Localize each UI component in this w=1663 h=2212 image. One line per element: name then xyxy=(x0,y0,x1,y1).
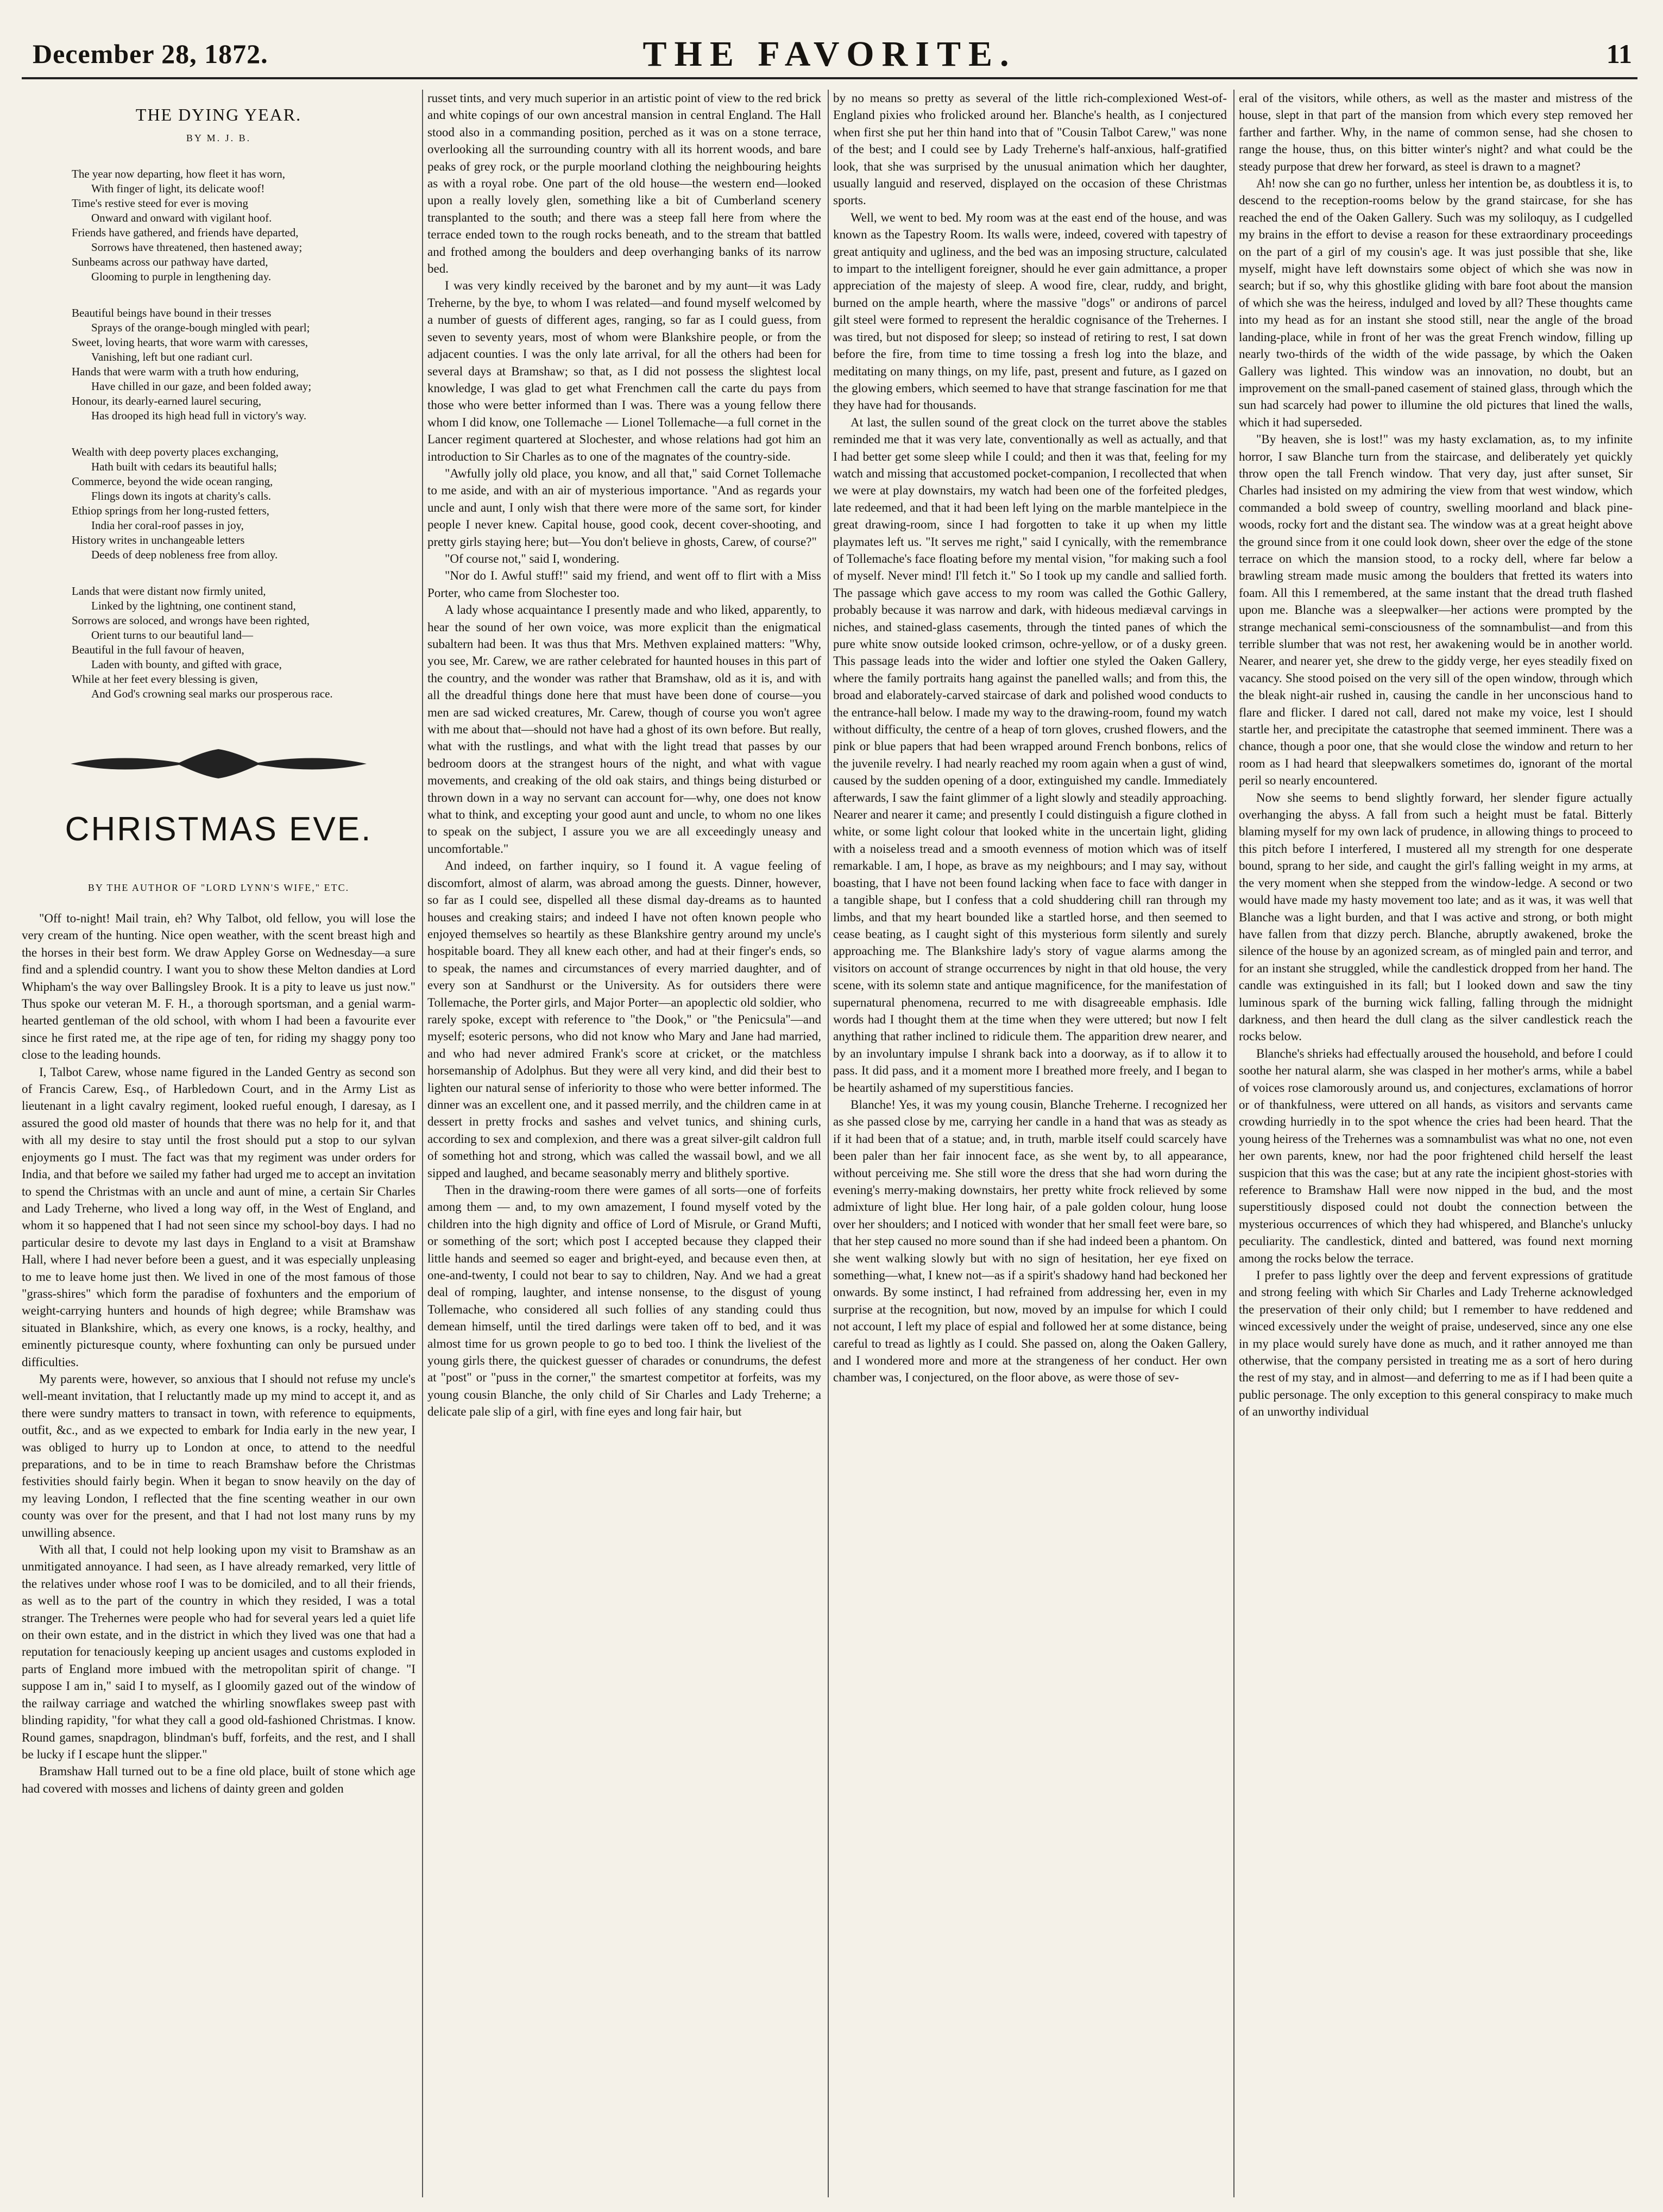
article-paragraph: eral of the visitors, while others, as well as the master and mistress of the house, slept in that part of the mansion from which every step removed her farther and farther. Why, in the name of common sense, had she chosen to range the house, thus, on this bitter winter's night? and what could be the steady purpose that drew her forward, as steel is drawn to a magnet? xyxy=(1239,91,1633,173)
column-divider xyxy=(828,90,829,2197)
poem-line: Hands that were warm with a truth how enduring, xyxy=(72,365,299,378)
article-paragraph: With all that, I could not help looking upon my visit to Bramshaw as an unmitigated annoyance. I had seen, as I have already remarked, very little of the relatives under whose roof I was to be domiciled, and to all their friends, as well as to the part of the country in which they resided, I was a total stranger. The Trehernes were people who had for several years led a quiet life on their own estate, and in the district in which they lived was one that had a reputation for tenaciously keeping up ancient usages and customs exploded in parts of England more imbued with the metropolitan spirit of change. "I suppose I am in," said I to myself, as I gloomily gazed out of the window of the railway carriage and watched the whirling snowflakes sweep past with blinding rapidity, "for what they call a good old-fashioned Christmas. I know. Round games, snapdragon, blindman's buff, forfeits, and the rest, and I shall be lucky if I escape hunt the slipper." xyxy=(22,1543,415,1761)
poem-line: Beautiful in the full favour of heaven, xyxy=(72,643,244,656)
article-paragraph: russet tints, and very much superior in an artistic point of view to the red brick and white copings of our own ancestral mansion in central England. The Hall stood also in a commanding position, perched as it was on a stone terrace, overlooking all the surrounding country with all its horrent woods, and bare peaks of grey rock, or the purple moorland clothing the neighbouring heights as with a royal robe. One part of the old house—the western end—looked upon a really lovely glen, something like a bit of Cumberland scenery transplanted to the south; and there was a steep fall here from where the terrace ended town to the rough rocks beneath, and to the stream that battled and frothed among the boulders and deep overhanging banks of its narrow bed. xyxy=(427,91,821,276)
column-1-text xyxy=(22,910,415,1797)
article-paragraph: Blanche! Yes, it was my young cousin, Blanche Treherne. I recognized her as she passed close by me, carrying her candle in a hand that was as steady as if it had been that of a statue; and, in truth, marble itself could scarcely have been paler than her fair innocent face, as she went by, to all appearance, without perceiving me. She still wore the dress that she had worn during the evening's merry-making downstairs, her pretty white frock relieved by some admixture of light blue. Her long hair, of a pale golden colour, hung loose over her shoulders; and I noticed with wonder that her small feet were bare, so that her step caused no more sound than if she had indeed been a phantom. On she went walking slowly but with no sign of hesitation, her eye fixed on something—what, I knew not—as if a spirit's shadowy hand had beckoned her onwards. By some instinct, I had refrained from addressing her, even in my surprise at the recognition, but now, moved by an impulse for which I could not account, I left my place of espial and followed her at some distance, being careful to tread as lightly as I could. She passed on, along the Oaken Gallery, and I wondered more and more at the strangeness of her conduct. Her own chamber was, I conjectured, on the floor above, as were those of sev- xyxy=(833,1097,1227,1385)
poem-line: Wealth with deep poverty places exchanging, xyxy=(72,445,279,458)
poem-line: Sprays of the orange-bough mingled with pearl; xyxy=(91,321,310,334)
poem-stanza xyxy=(72,445,415,562)
header-rule xyxy=(22,77,1637,79)
column-2-text xyxy=(427,90,821,1421)
ornament-divider xyxy=(22,723,415,805)
column-4 xyxy=(1239,90,1633,2197)
article-paragraph: And indeed, on farther inquiry, so I found it. A vague feeling of discomfort, almost of alarm, was abroad among the guests. Dinner, however, so far as I could see, dispelled all these dismal day-dreams as to haunted houses and creaking stairs; and indeed I have not often known people who enjoyed themselves so heartily as these Blankshire gentry around my uncle's hospitable board. They all knew each other, and had at their finger's ends, so to speak, the names and circumstances of every married daughter, and of every son at Sandhurst or the University. As for outsiders there were Tollemache, the Porter girls, and Major Porter—an apoplectic old soldier, who rarely spoke, except with reference to "the Dook," or "the Penicsula"—and myself; esoteric persons, who did not know who Mary and Jane had married, and who had never admired Frank's score at cricket, or the matchless horsemanship of Adolphus. But they were all very kind, and did their best to lighten our natural sense of inferiority to those who were better informed. The dinner was an excellent one, and it passed merrily, and the children came in at dessert in pretty frocks and sashes and velvet tunics, and shining curls, according to sex and complexion, and there was a great silver-gilt caldron full of something hot and strong, which was called the wassail bowl, and we all sipped and laughed, and became seasonably merry and blithely sportive. xyxy=(427,859,821,1180)
issue-date: December 28, 1872. xyxy=(33,39,268,69)
poem-stanza xyxy=(72,167,415,284)
poem-line: The year now departing, how fleet it has worn, xyxy=(72,167,286,180)
article-paragraph: Now she seems to bend slightly forward, her slender figure actually overhanging the abyss. A fall from such a height must be fatal. Bitterly blaming myself for my own lack of prudence, in allowing things to proceed to this pitch before I interfered, I mustered all my strength for one desperate bound, sprang to her side, and caught the girl's falling weight in my arms, at the very moment when she stepped from the window-ledge. A second or two would have made my hasty movement too late; and as it was, it was well that Blanche was a light burden, and that I was active and strong, or both might have fallen from that dizzy perch. Blanche, abruptly awakened, broke the silence of the house by an agonized scream, as of mingled pain and terror, and for an instant she struggled, while the candlestick dropped from her hand. The candle was extinguished in its fall; but I looked down and saw the tiny luminous spark of the burning wick falling, falling through the midnight darkness, and then heard the dull clang as the silver candlestick reach the rocks below. xyxy=(1239,790,1633,1044)
article-paragraph: Bramshaw Hall turned out to be a fine old place, built of stone which age had covered with mosses and lichens of dainty green and golden xyxy=(22,1764,415,1795)
column-3-text xyxy=(833,90,1227,1386)
poem-line: Glooming to purple in lengthening day. xyxy=(91,270,272,283)
poem-line: Sunbeams across our pathway have darted, xyxy=(72,255,268,268)
column-2 xyxy=(427,90,821,2197)
poem-stanza xyxy=(72,584,415,701)
column-4-text xyxy=(1239,90,1633,1421)
poem-line: Sorrows are soloced, and wrongs have been righted, xyxy=(72,614,310,627)
column-1 xyxy=(22,90,415,2197)
poem-line: Have chilled in our gaze, and been folded away; xyxy=(91,380,312,393)
article-paragraph: I, Talbot Carew, whose name figured in the Landed Gentry as second son of Francis Carew, Esq., of Harbledown Court, and in the Army List as lieutenant in a light cavalry regiment, looked rueful enough, I daresay, as I assured the good old master of hounds that there was no help for it, and that with all my desire to stay until the frost should put a stop to our sylvan enjoyments go I must. The fact was that my regiment was under orders for India, and that before we sailed my father had urged me to accept an invitation to spend the Christmas with an uncle and aunt of mine, a certain Sir Charles and Lady Treherne, who lived a long way off, in the West of England, and whom it so happened that I had not seen since my school-boy days. I had no particular desire to devote my last days in England to a visit at Bramshaw Hall, where I had never before been a guest, and it was especially unpleasing to me to leave home just then. We lived in one of the most famous of those "grass-shires" which form the paradise of foxhunters and the emporium of weight-carrying hunters and hounds of high degree; while Bramshaw was situated in Blankshire, which, as every one knows, is a rocky, healthy, and eminently picturesque county, where foxhunting can only be pursued under difficulties. xyxy=(22,1065,415,1369)
article-paragraph: At last, the sullen sound of the great clock on the turret above the stables reminded me that it was very late, conventionally as well as actually, and that I had better get some sleep while I could; and then it was that, feeling for my watch and missing that accustomed pocket-companion, I recollected that when we were at play downstairs, my watch had been one of the forfeited pledges, late redeemed, and that it had been left lying on the marble mantelpiece in the great drawing-room, since I had forgotten to take it up when my little playmates left us. "It serves me right," said I cynically, with the remembrance of Tollemache's face floating before my mental vision, "for making such a fool of myself. Never mind! I'll fetch it." So I took up my candle and sallied forth. The passage which gave access to my room was called the Gothic Gallery, probably because it was narrow and dark, with hideous mediæval carvings in niches, and stained-glass casements, through the tinted panes of which the pure white snow outside looked crimson, ochre-yellow, or of a dusky green. This passage leads into the wider and loftier one styled the Oaken Gallery, where the family portraits hang against the panelled walls; and from this, the broad and elaborately-carved staircase of dark and polished wood conducts to the entrance-hall below. I made my way to the drawing-room, found my watch without difficulty, the centre of a heap of torn gloves, crushed flowers, and the pink or blue papers that had been wrapped around French bonbons, relics of the juvenile revelry. I had nearly reached my room again when a gust of wind, caused by the sudden opening of a door, extinguished my candle. Immediately afterwards, I saw the faint glimmer of a light slowly and steadily approaching. Nearer and nearer it came; and presently I could distinguish a figure clothed in white, or some light colour that looked white in the uncertain light, gliding with a noiseless tread and a smooth evenness of motion which was of itself remarkable. I am, I hope, as brave as my neighbours; and I may say, without boasting, that I have not been found lacking when face to face with danger in a tangible shape, but I confess that a cold shuddering chill ran through my limbs, and that my heart bounded like a startled horse, and then seemed to cease beating, as I caught sight of this mysterious form silently and surely approaching me. The Blankshire lady's story of vague alarms among the visitors on account of strange occurrences by night in that old house, the very scene, with its solemn state and antique magnificence, for the manifestation of supernatural phenomena, recurred to me with disagreeable emphasis. Idle words had I thought them at the time when they were uttered; but now I felt anything that rather inclined to ridicule them. The apparition drew nearer, and by an involuntary impulse I shrank back into a doorway, as if to allow it to pass. It did pass, and it a moment more I breathed more freely, and I began to be heartily ashamed of my superstitious fancies. xyxy=(833,415,1227,1095)
poem-line: Deeds of deep nobleness free from alloy. xyxy=(91,548,278,561)
page-number: 11 xyxy=(1606,39,1632,69)
column-divider xyxy=(1233,90,1234,2197)
poem-line: Has drooped its high head full in victory's way. xyxy=(91,409,307,422)
article-paragraph: by no means so pretty as several of the little rich-complexioned West-of-England pixies who frolicked around her. Blanche's health, as I conjectured when first she put her thin hand into that of "Cousin Talbot Carew," was none of the best; and I could see by Lady Treherne's half-anxious, half-gratified look, that she was surprised by the unusual animation which her daughter, usually languid and reserved, displayed on the occasion of these Christmas sports. xyxy=(833,91,1227,208)
article-paragraph: Blanche's shrieks had effectually aroused the household, and before I could soothe her natural alarm, she was clasped in her mother's arms, while a babel of voices rose clamorously around us, and conjectures, exclamations of horror or of thankfulness, were uttered on all hands, as visitors and servants came crowding hurriedly in to the spot whence the cries had been heard. That the young heiress of the Trehernes was a somnambulist was what no one, not even her own parents, knew, nor had the poor frightened child herself the least suspicion that this was the case; but at any rate the incipient ghost-stories with reference to Bramshaw Hall were now nipped in the bud, and the most superstitiously disposed could not doubt the connection between the mysterious occurrences of which they had whispered, and Blanche's unlucky peculiarity. The candlestick, dinted and battered, was found next morning among the rocks below the terrace. xyxy=(1239,1046,1633,1265)
poem-line: Orient turns to our beautiful land— xyxy=(91,629,254,642)
article-paragraph: I was very kindly received by the baronet and by my aunt—it was Lady Treherne, by the bye, to whom I was related—and found myself welcomed by a number of guests of different ages, ranging, so far as I could guess, from seven to seventy years, most of whom were Blankshire people, or from the adjacent counties. I was the only late arrival, for all the others had been for several days at Bramshaw; so that, as I did not possess the slightest local knowledge, I was glad to get what Frenchmen call the carte du pays from those who were better informed than I was. There was a young fellow there whom I did know, one Tollemache — Lionel Tollemache—a full cornet in the Lancer regiment quartered at Slochester, and whose relations had got him an introduction to Sir Charles as to one of the magnates of the country-side. xyxy=(427,279,821,463)
poem-body xyxy=(22,167,415,701)
poem-author: BY M. J. B. xyxy=(186,133,251,143)
column-divider xyxy=(422,90,423,2197)
poem-line: Onward and onward with vigilant hoof. xyxy=(91,211,272,224)
article-paragraph: "Awfully jolly old place, you know, and all that," said Cornet Tollemache to me aside, and with an air of mysterious importance. "And as regards your uncle and aunt, I only wish that there were more of the same sort, for kinder people I never knew. Capital house, good cook, decent cover-shooting, and pretty girls staying here; but—You don't believe in ghosts, Carew, of course?" xyxy=(427,466,821,549)
newspaper-title: THE FAVORITE. xyxy=(642,34,1017,74)
article-paragraph: Then in the drawing-room there were games of all sorts—one of forfeits among them — and, to my own amazement, I found myself voted by the children into the high dignity and office of Lord of Misrule, or Grand Mufti, or something of the sort; which post I accepted because they clapped their little hands and seemed so eager and bright-eyed, and because even then, at one-and-twenty, I could not bear to say to children, Nay. And we had a great deal of romping, laughter, and intense nonsense, to the disgust of young Tollemache, who considered all such follies of any standing could thus demean himself, until the tired darlings were taken off to bed, and it was almost time for us grown people to go to bed too. I think the liveliest of the young girls there, the quickest guesser of charades or conundrums, the defest at "post" or "puss in the corner," the smartest competitor at forfeits, was my young cousin Blanche, the only child of Sir Charles and Lady Treherne; a delicate pale slip of a girl, with fine eyes and long fair hair, but xyxy=(427,1183,821,1419)
article-paragraph: "Nor do I. Awful stuff!" said my friend, and went off to flirt with a Miss Porter, who came from Slochester too. xyxy=(427,569,821,600)
poem-title: THE DYING YEAR. xyxy=(135,105,302,124)
poem-line: And God's crowning seal marks our prosperous race. xyxy=(91,687,333,700)
article-paragraph: "By heaven, she is lost!" was my hasty exclamation, as, to my infinite horror, I saw Blanche turn from the staircase, and deliberately yet quickly throw open the tall French window. That very day, just after sunset, Sir Charles had insisted on my admiring the view from that west window, which commanded a bold sweep of country, swelling moorland and black pine-woods, rocky fort and the distant sea. The window was at a great height above the ground since from it one could look down, sheer over the edge of the stone terrace on which the mansion stood, to a rocky dell, where far below a brawling stream made music among the boulders that fretted its waters into foam. All this I remembered, at the same instant that the dread truth flashed upon me. Blanche was a sleepwalker—her actions were prompted by the strange mechanical semi-consciousness of the somnambulist—and from this terrible slumber that was not rest, her awakening would be in another world. Nearer, and nearer yet, she drew to the giddy verge, her eyes steadily fixed on vacancy. She stood poised on the very sill of the open window, through which the bleak night-air rushed in, causing the candle in her unconscious hand to flare and flicker. I dared not call, dared not make my voice, lest I should startle her, and precipitate the catastrophe that seemed imminent. There was a chance, though a poor one, that she would close the window and return to her room as I had heard that sleepwalkers sometimes do, ignorant of the mortal peril so nearly encountered. xyxy=(1239,432,1633,788)
poem-line: Ethiop springs from her long-rusted fetters, xyxy=(72,504,269,517)
poem-line: Honour, its dearly-earned laurel securing, xyxy=(72,394,262,407)
poem-line: Linked by the lightning, one continent stand, xyxy=(91,599,296,612)
poem-line: Laden with bounty, and gifted with grace, xyxy=(91,658,282,671)
article-paragraph: My parents were, however, so anxious that I should not refuse my uncle's well-meant invitation, that I reluctantly made up my mind to accept it, and as there were sundry matters to transact in town, with reference to equipments, outfit, &c., and as we expected to embark for India early in the new year, I was obliged to hurry up to London at once, to attend to the needful preparations, and to be in time to reach Bramshaw before the Christmas festivities should fairly begin. When it began to snow heavily on the day of my leaving London, I reflected that the fine scenting weather in our own county was over for the present, and that I had not lost many runs by my unwilling absence. xyxy=(22,1372,415,1539)
article-paragraph: Ah! now she can go no further, unless her intention be, as doubtless it is, to descend to the reception-rooms below by the grand staircase, for she has reached the end of the Oaken Gallery. Such was my soliloquy, as I cudgelled my brains in the effort to devise a reason for these extraordinary proceedings on the part of a girl of my cousin's age. It was just possible that she, like myself, might have left downstairs some object of which she was now in search; but if so, why this ghostlike gliding with bare foot about the mansion of which she was the heiress, indulged and loved by all? These thoughts came into my head as for an instant she stood still, near the angle of the broad landing-place, while in front of her was the great French window, filling up nearly two-thirds of the width of the wide passage, by which the Oaken Gallery was lighted. This window was an innovation, no doubt, but an improvement on the small-paned casement of stained glass, through which the sun had scarcely had power to illumine the old pictures that lined the walls, which it had superseded. xyxy=(1239,177,1633,429)
poem-line: History writes in unchangeable letters xyxy=(72,533,245,546)
poem-line: Sweet, loving hearts, that wore warm with caresses, xyxy=(72,336,308,349)
poem-line: Hath built with cedars its beautiful halls; xyxy=(91,460,277,473)
article-paragraph: Well, we went to bed. My room was at the east end of the house, and was known as the Tapestry Room. Its walls were, indeed, covered with tapestry of great antiquity and ugliness, and the bed was an imposing structure, calculated to impart to the intelligent foreigner, should he ever gain admittance, a proper appreciation of the majesty of sleep. A wood fire, clear, ruddy, and bright, burned on the ample hearth, where the massive "dogs" or andirons of parcel gilt steel were formed to represent the heraldic cognisance of the Trehernes. I was tired, but not disposed for sleep; so instead of retiring to rest, I sat down before the fire, from time to time tossing a fresh log into the blaze, and meditating on many things, on my life, past, present and future, as I gazed on the glowing embers, which seemed to have that strange fascination for me that they have had for thousands. xyxy=(833,210,1227,412)
masthead xyxy=(22,34,1637,73)
poem-line: Sorrows have threatened, then hastened away; xyxy=(91,241,303,254)
article-paragraph: "Of course not," said I, wondering. xyxy=(445,551,620,565)
article-paragraph: A lady whose acquaintance I presently made and who liked, apparently, to hear the sound of her own voice, was more explicit than the enigmatical subaltern had been. It was thus that Mrs. Methven explained matters: "Why, you see, Mr. Carew, we are rather celebrated for haunted houses in this part of the country, and the wonder was rather that Bramshaw, old as it is, and with all the dreadful things done here that must have been done of course—you men are sad wicked creatures, Mr. Carew, though of course you won't agree with me about that—should not have had a ghost of its own before. But really, what with the rustlings, and what with the light tread that passes by our bedroom doors at the strangest hours of the night, and what with vague movements, and creaking of the old oak stairs, and things being disturbed or thrown down in a way no servant can account for—why, one does not know what to think, and excepting your good aunt and uncle, to whom no one likes to speak on the subject, I assure you we are all exceedingly uneasy and uncomfortable." xyxy=(427,603,821,856)
article-paragraph: I prefer to pass lightly over the deep and fervent expressions of gratitude and strong feeling with which Sir Charles and Lady Treherne acknowledged the preservation of their only child; but I remember to have reddened and winced excessively under the weight of praise, undeserved, since any one else in my place would surely have done as much, and it rather annoyed me than otherwise, that the company persisted in treating me as a sort of hero during the rest of my stay, and in almost—and deferring to me as if I had been quite a public personage. The only exception to this general conspiracy to make much of an unworthy individual xyxy=(1239,1268,1633,1419)
story-title: CHRISTMAS EVE. xyxy=(65,810,373,848)
poem-line: Commerce, beyond the wide ocean ranging, xyxy=(72,475,273,488)
poem-line: Beautiful beings have bound in their tresses xyxy=(72,306,272,319)
poem-line: Vanishing, left but one radiant curl. xyxy=(91,350,253,363)
poem-line: While at her feet every blessing is given, xyxy=(72,673,258,686)
poem-line: Friends have gathered, and friends have departed, xyxy=(72,226,299,239)
poem-line: Flings down its ingots at charity's calls. xyxy=(91,489,272,502)
column-3 xyxy=(833,90,1227,2197)
poem-line: Time's restive steed for ever is moving xyxy=(72,197,248,210)
article-paragraph: "Off to-night! Mail train, eh? Why Talbot, old fellow, you will lose the very cream of the hunting. Nice open weather, with the scent breast high and the horses in their best form. We draw Appley Gorse on Wednesday—a sure find and a splendid country. I want you to show these Melton dandies at Lord Whipham's the way over Ballingsley Brook. It is a pity to leave us just now." Thus spoke our veteran M. F. H., a thorough sportsman, and a genial warm-hearted gentleman of the old school, with whom I had been a favourite ever since he first rated me, at the ripe age of ten, for riding my shaggy pony too close to the leading hounds. xyxy=(22,912,415,1062)
poem-stanza xyxy=(72,306,415,423)
poem-line: Lands that were distant now firmly united, xyxy=(72,585,266,598)
poem-line: India her coral-roof passes in joy, xyxy=(91,519,244,532)
story-byline: BY THE AUTHOR OF "LORD LYNN'S WIFE," ETC. xyxy=(87,882,350,893)
poem-line: With finger of light, its delicate woof! xyxy=(91,182,265,195)
